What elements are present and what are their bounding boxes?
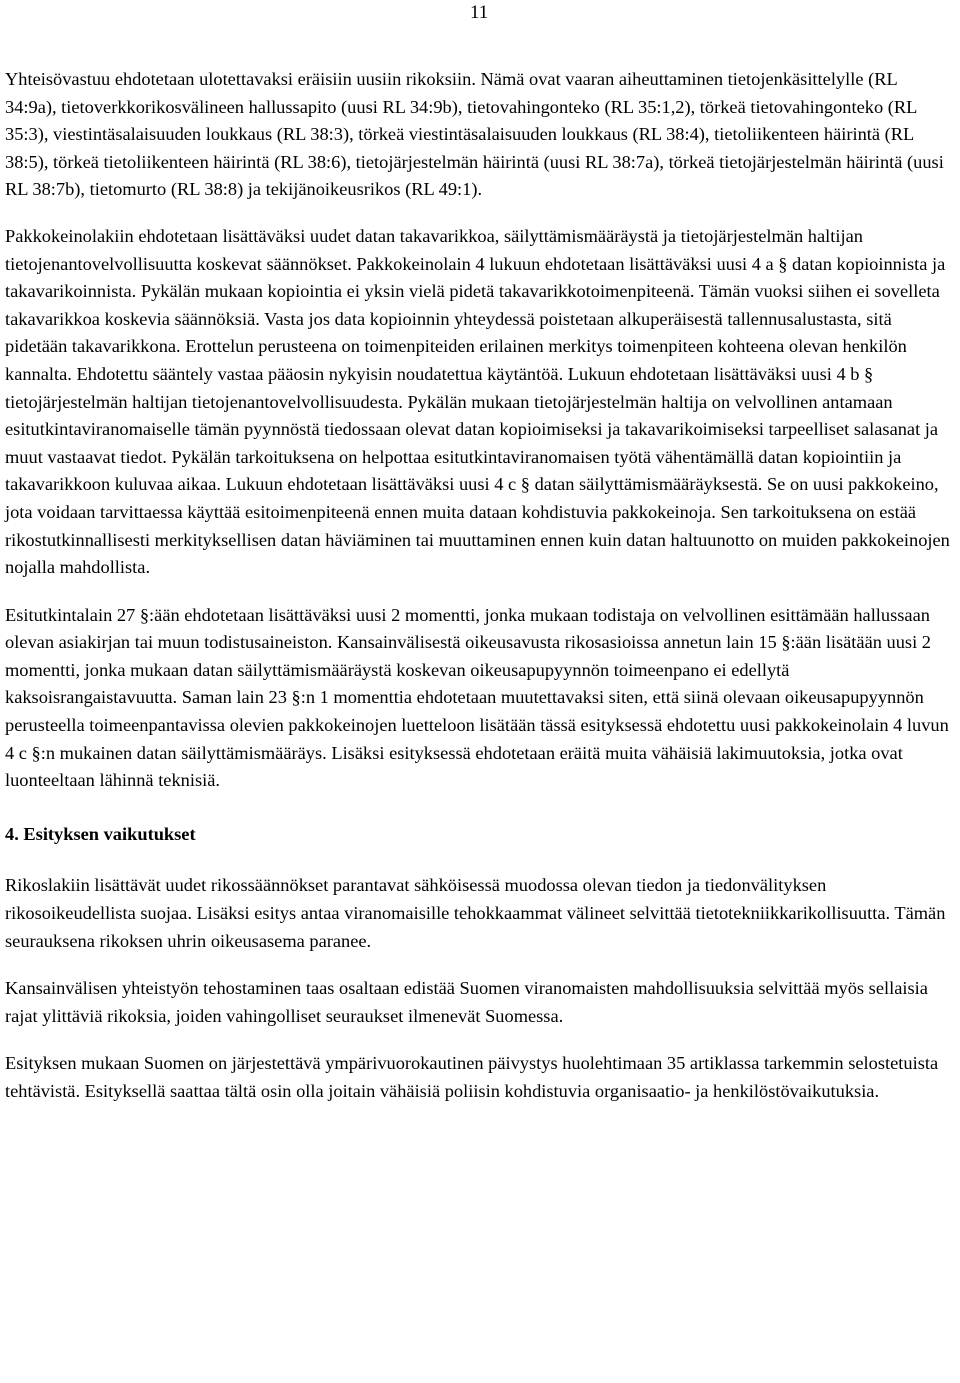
section-heading: 4. Esityksen vaikutukset	[5, 823, 196, 844]
paragraph-other-amendments: Esitutkintalain 27 §:ään ehdotetaan lisättäväksi uusi 2 momentti, jonka mukaan todistaja on velvollinen esittämään hallussaan olevan asiakirjan tai muun todistusaineiston. Kansainvälisestä oikeusavusta rikosasioissa annetun lain 15 §:ään lisätään uusi 2 momentti, jonka mukaan datan säilyttämismääräystä koskevan oikeusapupyynnön toimeenpano ei edellytä kaksoisrangaistavuutta. Saman lain 23 §:n 1 momenttia ehdotetaan muutettavaksi siten, että siinä olevaan oikeusapupyynnön perusteella toimeenpantavissa olevien pakkokeinojen luetteloon lisätään tässä esityksessä ehdotettu uusi pakkokeinolain 4 luvun 4 c §:n mukainen datan säilyttämismääräys. Lisäksi esityksessä ehdotetaan eräitä muita vähäisiä lakimuutoksia, jotka ovat luonteeltaan lähinnä teknisiä.	[5, 604, 949, 791]
document-body	[5, 66, 950, 1126]
paragraph-coercive-measures: Pakkokeinolakiin ehdotetaan lisättäväksi uudet datan takavarikkoa, säilyttämismääräystä ja tietojärjestelmän haltijan tietojenantovelvollisuutta koskevat säännökset. Pakkokeinolain 4 lukuun ehdotetaan lisättäväksi uusi 4 a § datan kopioinnista ja takavarikoinnista. Pykälän mukaan kopiointia ei yksin vielä pidetä takavarikkotoimenpiteenä. Tämän vuoksi siihen ei sovelleta takavarikkoa koskevia säännöksiä. Vasta jos data kopioinnin yhteydessä poistetaan alkuperäisestä tallennusalustasta, sitä pidetään takavarikkona. Erottelun perusteena on toimenpiteiden erilainen merkitys toimenpiteen kohteena olevan henkilön kannalta. Ehdotettu sääntely vastaa pääosin nykyisin noudatettua käytäntöä. Lukuun ehdotetaan lisättäväksi uusi 4 b § tietojärjestelmän haltijan tietojenantovelvollisuudesta. Pykälän mukaan tietojärjestelmän haltija on velvollinen antamaan esitutkintaviranomaiselle tämän pyynnöstä tiedossaan olevat datan kopioimiseksi ja takavarikoimiseksi tarpeelliset salasanat ja muut vastaavat tiedot. Pykälän tarkoituksena on helpottaa esitutkintaviranomaisen työtä vähentämällä datan kopiointiin ja takavarikkoon kuluvaa aikaa. Lukuun ehdotetaan lisättäväksi uusi 4 c § datan säilyttämismääräyksestä. Se on uusi pakkokeino, jota voidaan tarvittaessa käyttää esitoimenpiteenä ennen muita dataan kohdistuvia pakkokeinoja. Sen tarkoituksena on estää rikostutkinnallisesti merkityksellisen datan häviäminen tai muuttaminen ennen kuin datan haltuunotto on muiden pakkokeinojen nojalla mahdollista.	[5, 225, 950, 578]
paragraph-effects-organisation: Esityksen mukaan Suomen on järjestettävä ympärivuorokautinen päivystys huolehtimaan 35 artiklassa tarkemmin selostetuista tehtävistä. Esityksellä saattaa tältä osin olla joitain vähäisiä poliisin kohdistuvia organisaatio- ja henkilöstövaikutuksia.	[5, 1053, 939, 1101]
paragraph-effects-cooperation: Kansainvälisen yhteistyön tehostaminen taas osaltaan edistää Suomen viranomaisten mahdollisuuksia selvittää myös sellaisia rajat ylittäviä rikoksia, joiden vahingolliset seuraukset ilmenevät Suomessa.	[5, 978, 928, 1026]
page-number: 11	[470, 2, 489, 23]
paragraph-corporate-liability: Yhteisövastuu ehdotetaan ulotettavaksi eräisiin uusiin rikoksiin. Nämä ovat vaaran aiheuttaminen tietojenkäsittelylle (RL 34:9a), tietoverkkorikosvälineen hallussapito (uusi RL 34:9b), tietovahingonteko (RL 35:1,2), törkeä tietovahingonteko (RL 35:3), viestintäsalaisuuden loukkaus (RL 38:3), törkeä viestintäsalaisuuden loukkaus (RL 38:4), tietoliikenteen häirintä (RL 38:5), törkeä tietoliikenteen häirintä (RL 38:6), tietojärjestelmän häirintä (uusi RL 38:7a), törkeä tietojärjestelmän häirintä (uusi RL 38:7b), tietomurto (RL 38:8) ja tekijänoikeusrikos (RL 49:1).	[5, 69, 944, 200]
paragraph-effects-protection: Rikoslakiin lisättävät uudet rikossäännökset parantavat sähköisessä muodossa olevan tiedon ja tiedonvälityksen rikosoikeudellista suojaa. Lisäksi esitys antaa viranomaisille tehokkaammat välineet selvittää tietotekniikkarikollisuutta. Tämän seurauksena rikoksen uhrin oikeusasema paranee.	[5, 875, 946, 951]
